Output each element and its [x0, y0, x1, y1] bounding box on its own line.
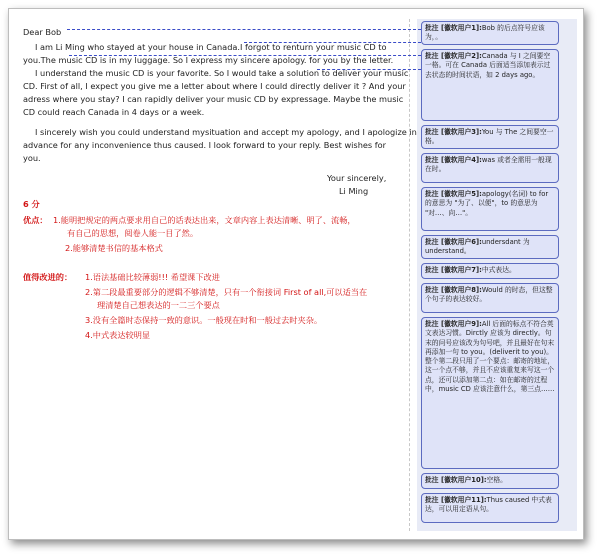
comment-text: All 后面的标点不符合英文表达习惯。Dirctly 应该为 directly。句末的问号应该改为句号吧，并且最好在句末再添加一句 to you。(deliverit to you)。整个第二段只用了一个要点：邮寄的地址，这一个点不够，并且不应该重复来写这一个点，还可以添加第二点：如在邮寄的过程中，music CD 应该注意什么，第三点……: [425, 320, 555, 394]
comment-author: 批注 [徽软用户2]:: [425, 52, 482, 60]
comment-author: 批注 [徽软用户4]:: [425, 156, 482, 164]
comment-text: 中式表达。: [481, 266, 516, 274]
comment-connector: [67, 29, 421, 30]
strength-item: 1.能明把规定的两点要求用自己的话表达出来，文章内容上表达清晰、明了、流畅，: [53, 215, 356, 225]
comment-7[interactable]: [421, 263, 559, 279]
strengths-label: 优点：: [23, 215, 48, 225]
comment-author: 批注 [徽软用户1]:: [425, 24, 482, 32]
greeting: Dear Bob: [23, 27, 62, 37]
comment-11[interactable]: [421, 493, 559, 523]
comment-connector: [317, 69, 421, 70]
improve-item: 3.没有全篇时态保持一致的意识。一般现在时和一般过去时夹杂。: [85, 315, 323, 325]
comment-6[interactable]: [421, 235, 559, 259]
comment-text: Thus caused 中式表达，可以用定语从句。: [425, 496, 552, 514]
letter-line: CD could reach Canada in 4 days or a week.: [23, 107, 205, 117]
improve-item: 4.中式表达较明显: [85, 330, 151, 340]
comment-10[interactable]: [421, 473, 559, 489]
comment-text: undersdant 为 understand。: [425, 238, 530, 256]
comment-author: 批注 [徽软用户6]:: [425, 238, 482, 246]
letter-line: I sincerely wish you could understand mysituation and accept my apology, and I apologize in: [35, 127, 417, 137]
improve-label: 值得改进的：: [23, 272, 73, 282]
comment-4[interactable]: [421, 153, 559, 183]
comment-5[interactable]: [421, 187, 559, 231]
comment-1[interactable]: [421, 21, 559, 45]
comment-text: apology(名词) to for 的意思为 "为了、以便"，to 的意思为 "对…、向…"。: [425, 190, 549, 217]
document-frame: [8, 8, 584, 540]
letter-body: [23, 21, 415, 531]
comment-author: 批注 [徽软用户9]:: [425, 320, 482, 328]
comment-text: Canada 与 I 之间要空一格。可在 Canada 后面适当添加表示过去状态的时间状语，如 2 days ago。: [425, 52, 551, 79]
comment-author: 批注 [徽软用户8]:: [425, 286, 482, 294]
improve-item: 2.第二段最重要部分的逻辑不够清楚，只有一个衔接词 First of all,可以适当在: [85, 287, 368, 297]
comment-text: Bob 的后点符号应该为，。: [425, 24, 545, 42]
comment-text: was 或者全需用一般现在时。: [425, 156, 552, 174]
improve-item: 理清楚自己想表达的一二三个要点: [97, 300, 220, 310]
letter-line: I am Li Ming who stayed at your house in Canada.I forgot to renturn your music CD to: [35, 42, 387, 52]
page-edge: [409, 19, 410, 531]
strength-item: 有自己的思想，阅卷人能一目了然。: [67, 228, 199, 238]
comment-author: 批注 [徽软用户3]:: [425, 128, 482, 136]
letter-line: adress where you stay? I can rapidly deliver your music CD by expressage. Maybe the music: [23, 94, 404, 104]
comment-connector: [244, 42, 421, 43]
score: 6 分: [23, 199, 40, 209]
comment-author: 批注 [徽软用户5]:: [425, 190, 482, 198]
comment-connector: [69, 55, 421, 56]
comment-8[interactable]: [421, 283, 559, 313]
comment-3[interactable]: [421, 125, 559, 149]
letter-line: you.The music CD is in my luggage. So I express my sincere apology. for you by the letter.: [23, 55, 394, 65]
comment-text: 空格。: [486, 476, 507, 484]
signature: Li Ming: [339, 186, 369, 196]
comment-author: 批注 [徽软用户7]:: [425, 266, 482, 274]
strength-item: 2.能够清楚书信的基本格式: [65, 243, 163, 253]
comment-9[interactable]: [421, 317, 559, 469]
letter-line: advance for any inconvenience thus caused. I look forward to your reply. Best wishes for: [23, 140, 387, 150]
comment-author: 批注 [徽软用户11]:: [425, 496, 487, 504]
closing: Your sincerely,: [327, 173, 387, 183]
comment-text: You 与 The 之间要空一格。: [425, 128, 554, 146]
comment-author: 批注 [徽软用户10]:: [425, 476, 487, 484]
comment-text: Would 的时态，但这整个句子的表达较好。: [425, 286, 553, 304]
comment-2[interactable]: [421, 49, 559, 121]
improve-item: 1.语法基础比较薄弱!!! 希望课下改进: [85, 272, 220, 282]
letter-line: I understand the music CD is your favorite. So I would take a solution to deliver your music: [35, 68, 409, 78]
letter-line: CD. First of all, I expect you give me a letter about where I could directly deliver it ? And your: [23, 81, 406, 91]
letter-line: you.: [23, 153, 41, 163]
